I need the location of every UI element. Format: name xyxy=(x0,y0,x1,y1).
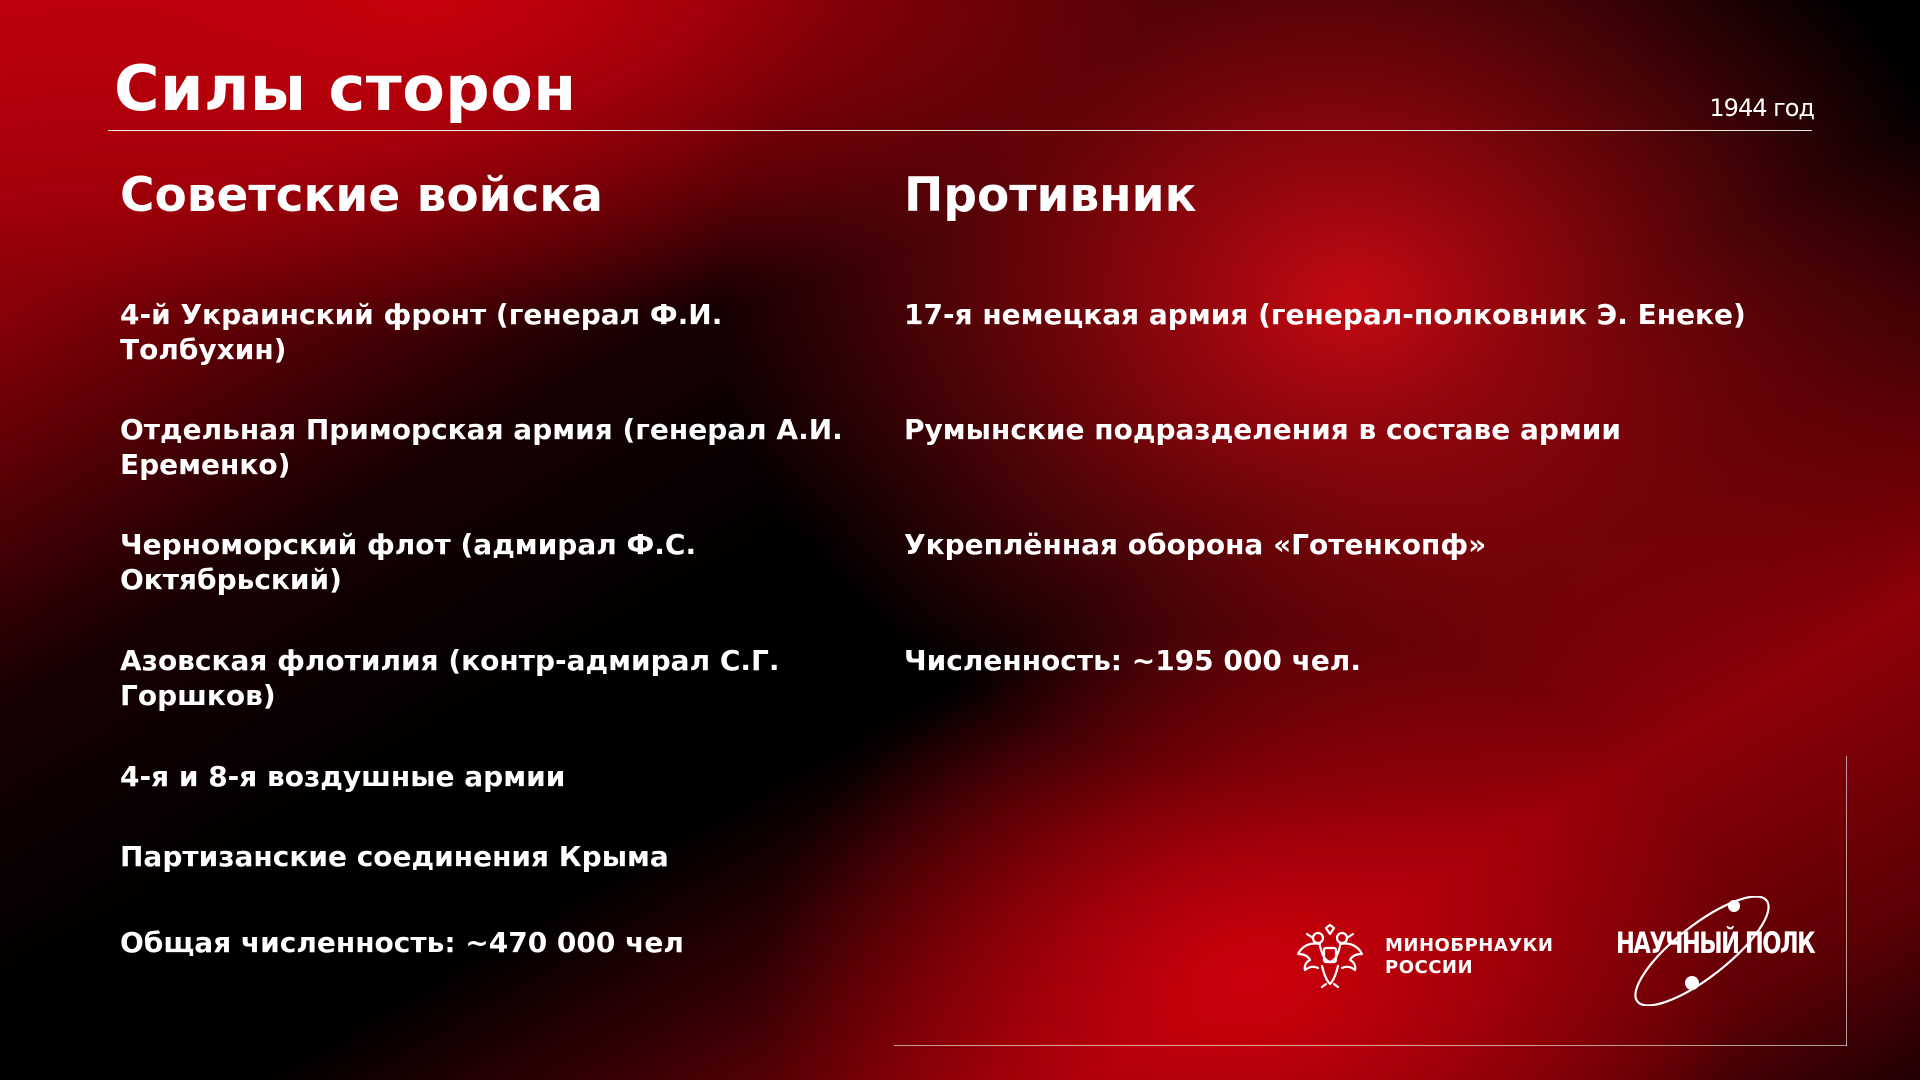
list-item: Отдельная Приморская армия (генерал А.И. Еременко) xyxy=(120,413,843,481)
soviet-heading: Советские войска xyxy=(120,168,604,223)
list-item: 4-я и 8-я воздушные армии xyxy=(120,760,566,793)
list-item: Азовская флотилия (контр-адмирал С.Г. Горшков) xyxy=(120,644,780,712)
list-item: Черноморский флот (адмирал Ф.С. Октябрьский) xyxy=(120,528,697,596)
enemy-heading: Противник xyxy=(904,168,1197,223)
list-item: Общая численность: ~470 000 чел xyxy=(120,926,684,959)
nauchny-polk-logo-text: НАУЧНЫЙ ПОЛК xyxy=(1616,926,1815,960)
ministry-name-line1: МИНОБРНАУКИ xyxy=(1385,935,1554,956)
list-item: 4-й Украинский фронт (генерал Ф.И. Толбухин) xyxy=(120,298,723,366)
ministry-logo-text xyxy=(1385,935,1553,979)
list-item: Численность: ~195 000 чел. xyxy=(904,644,1361,677)
frame-line-vertical xyxy=(1846,756,1847,1046)
double-headed-eagle-icon xyxy=(1296,924,1364,988)
ministry-name-line2: РОССИИ xyxy=(1385,957,1474,978)
list-item: 17-я немецкая армия (генерал-полковник Э. Енеке) xyxy=(904,298,1746,331)
list-item: Партизанские соединения Крыма xyxy=(120,840,669,873)
frame-line-horizontal xyxy=(894,1045,1847,1046)
title-divider xyxy=(108,130,1812,131)
year-label: 1944 год xyxy=(1709,94,1814,122)
list-item: Румынские подразделения в составе армии xyxy=(904,413,1622,446)
slide-title: Силы сторон xyxy=(114,52,577,125)
list-item: Укреплённая оборона «Готенкопф» xyxy=(904,528,1487,561)
